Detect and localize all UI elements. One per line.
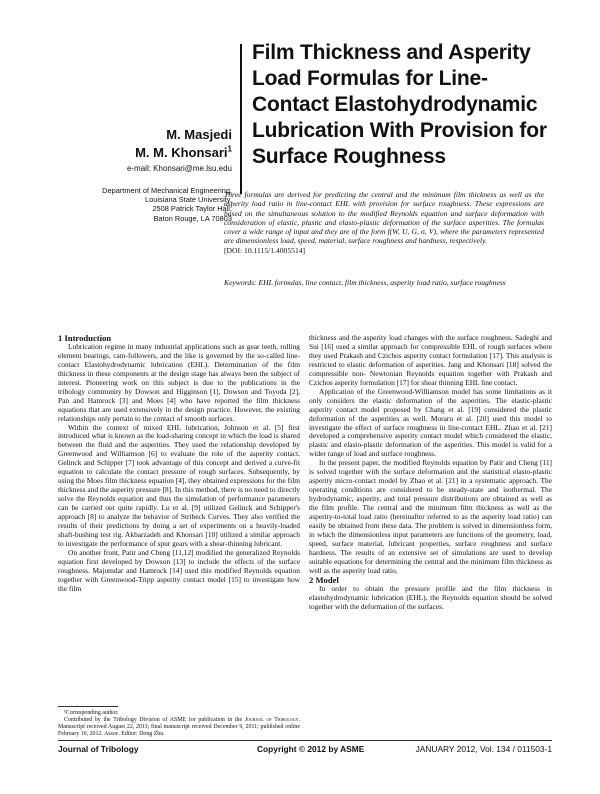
right-column xyxy=(309,334,552,612)
author-block xyxy=(60,126,232,174)
footer-issue: JANUARY 2012, Vol. 134 / 011503-1 xyxy=(415,744,552,754)
keywords: Keywords: EHL formulas, line contact, film thickness, asperity load ratio, surface roughness xyxy=(224,278,506,287)
abstract-text: Three formulas are derived for predicting the central and the minimum film thickness as well as the asperity load ratio in line-contact EHL with provision for surface roughness. These expressions are based on the simultaneous solution to the modified Reynolds equation and surface deformation with consideration of elastic, plastic and elasto-plastic deformation of the surface asperities. The formulas cover a wide range of input and they are of the form f(W, U, G, σ, V), where the parameters represented are dimensionless load, speed, material, surface roughness and hardness, respectively. xyxy=(224,190,544,246)
footnote-corresponding: ¹Corresponding author. xyxy=(64,710,119,716)
paragraph: Application of the Greenwood-Williamson model has some limitations as it only considers the elastic deformation of the asperities. The elastic-plastic asperity contact model proposed by Chang et al. [19] considered the plastic deformation of the asperities as well. Moraru et al. [20] used this model to investigate the effect of surface roughness in line-contact EHL. Zhao et al. [21] developed a comprehensive asperity contact model which considered the elastic, plastic and elasto-plastic deformation of the asperities. This model is valid for a wider range of load and surface roughness. xyxy=(309,386,552,459)
footer-journal: Journal of Tribology xyxy=(58,744,139,754)
footnote xyxy=(58,710,300,738)
paper-title: Film Thickness and Asperity Load Formulas for Line-Contact Elastohydrodynamic Lubrication With Provision for Surface Roughness xyxy=(252,41,547,168)
left-column xyxy=(58,334,300,594)
footer-rule xyxy=(58,740,552,741)
section-heading-introduction: 1 Introduction xyxy=(58,333,112,343)
paragraph: In the present paper, the modified Reynolds equation by Patir and Cheng [11] is solved together with the surface deformation and the statistical elasto-plastic asperity micro-contact model by Zhao et al. [21] in a systematic approach. The operating conditions are considered to be steady-state and isothermal. The hydrodynamic, asperity, and total pressure distributions are obtained as well as the film profile. The central and the minimum film thickness as well as the asperity-to-total load ratio (hereinafter referred to as the asperity load ratio) can easily be obtained from these data. The problem is solved in dimensionless form, in which the dimensionless input parameters are functions of the geometry, load, speed, surface material, lubricant properties, surface roughness and surface hardness. The results of an extensive set of simulations are used to develop suitable equations for determining the central and the minimum film thickness as well as the asperity load ratio. xyxy=(309,458,552,575)
affiliation-line: 2508 Patrick Taylor Hall, xyxy=(152,204,232,214)
paragraph: Within the context of mixed EHL lubrication, Johnson et al. [5] first introduced what is known as the load-sharing concept in which the load is shared between the fluid and the asperities. They used the relationship developed by Greenwood and Williamson [6] to evaluate the role of the asperity contact. Gelinck and Schipper [7] took advantage of this concept and derived a curve-fit equation to calculate the contact pressure of rough surfaces. Subsequently, by using the Moes film thickness equation [4], they obtained expressions for the film thickness and the asperity pressure [8]. In this method, there is no need to directly solve the Reynolds equation and thus the simulation of performance parameters can be carried out quite rapidly. Lu et al. [9] utilized Gelinck and Schipper's approach [8] to analyze the behavior of Stribeck Curves. They also verified the results of their predictions by doing a set of experiments on a heavily-loaded shaft-bushing test rig. Akbarzadeh and Khonsari [10] utilized a similar approach to investigate the performance of spur gears with a shear-thinning lubricant. xyxy=(58,422,300,548)
paragraph: On another front, Patir and Cheng [11,12] modified the generalized Reynolds equation first developed by Dowson [13] to include the effects of the surface roughness. Majumdar and Hamrock [14] used this modified Reynolds equation together with Greenwood-Tripp asperity contact model [15] to investigate how the film xyxy=(58,547,300,593)
paragraph: thickness and the asperity load changes with the surface roughness. Sadeghi and Sui [16] used a similar approach for compressible EHL of rough surfaces where they used Prakash and Czichos asperity contact formulation [17]. This analysis is restricted to elastic deformation of asperities. Jang and Khonsari [18] solved the compressible non- Newtonian Reynolds equation together with Prakash and Czichos asperity formulation [17] for shear thinning EHL line contact. xyxy=(309,333,552,387)
paragraph: Lubrication regime in many industrial applications such as gear teeth, rolling element bearings, cam-followers, and the like is governed by the so-called line-contact Elastohydrodynamic lubrication (EHL). Determination of the film thickness in these components at the design stage has always been the subject of interest. Pioneering work on this subject is due to the publications in the tribology community by Dowson and Higginson [1], Dowson and Toyoda [2], Pan and Hamrock [3] and Moes [4] who have reported the film thickness equations that are used extensively in the design practice. However, the existing relationships only pertain to the contact of smooth surfaces. xyxy=(58,341,300,423)
affiliation-line: Baton Rouge, LA 70803 xyxy=(153,213,232,223)
footnote-rule xyxy=(58,706,118,707)
affiliation xyxy=(60,186,232,223)
author-1: M. Masjedi xyxy=(166,127,232,142)
title-rule xyxy=(240,44,242,194)
abstract xyxy=(224,190,544,255)
author-email: e-mail: Khonsari@me.lsu.edu xyxy=(126,164,232,173)
author-2: M. M. Khonsari$^1$ xyxy=(135,144,232,160)
section-heading-model: 2 Model xyxy=(309,574,339,585)
paragraph: In order to obtain the pressure profile and the film thickness in elastohydrodynamic lubrication (EHL), the Reynolds equation should be solved together with the deformation of the surfaces. xyxy=(309,583,552,611)
footer-copyright: Copyright © 2012 by ASME xyxy=(257,744,365,754)
affiliation-line: Louisiana State University, xyxy=(145,195,232,205)
doi: [DOI: 10.1115/1.4005514] xyxy=(224,245,306,255)
footnote-contributed: Contributed by the Tribology Division of ASME for publication in the Journal of Tribology. Manuscript received August 22, 2011; final manuscript received December 9, 2011; published online February 10, 2012. Assoc. Editor: Dong Zhu. xyxy=(58,717,300,738)
affiliation-line: Department of Mechanical Engineering, xyxy=(102,186,232,195)
